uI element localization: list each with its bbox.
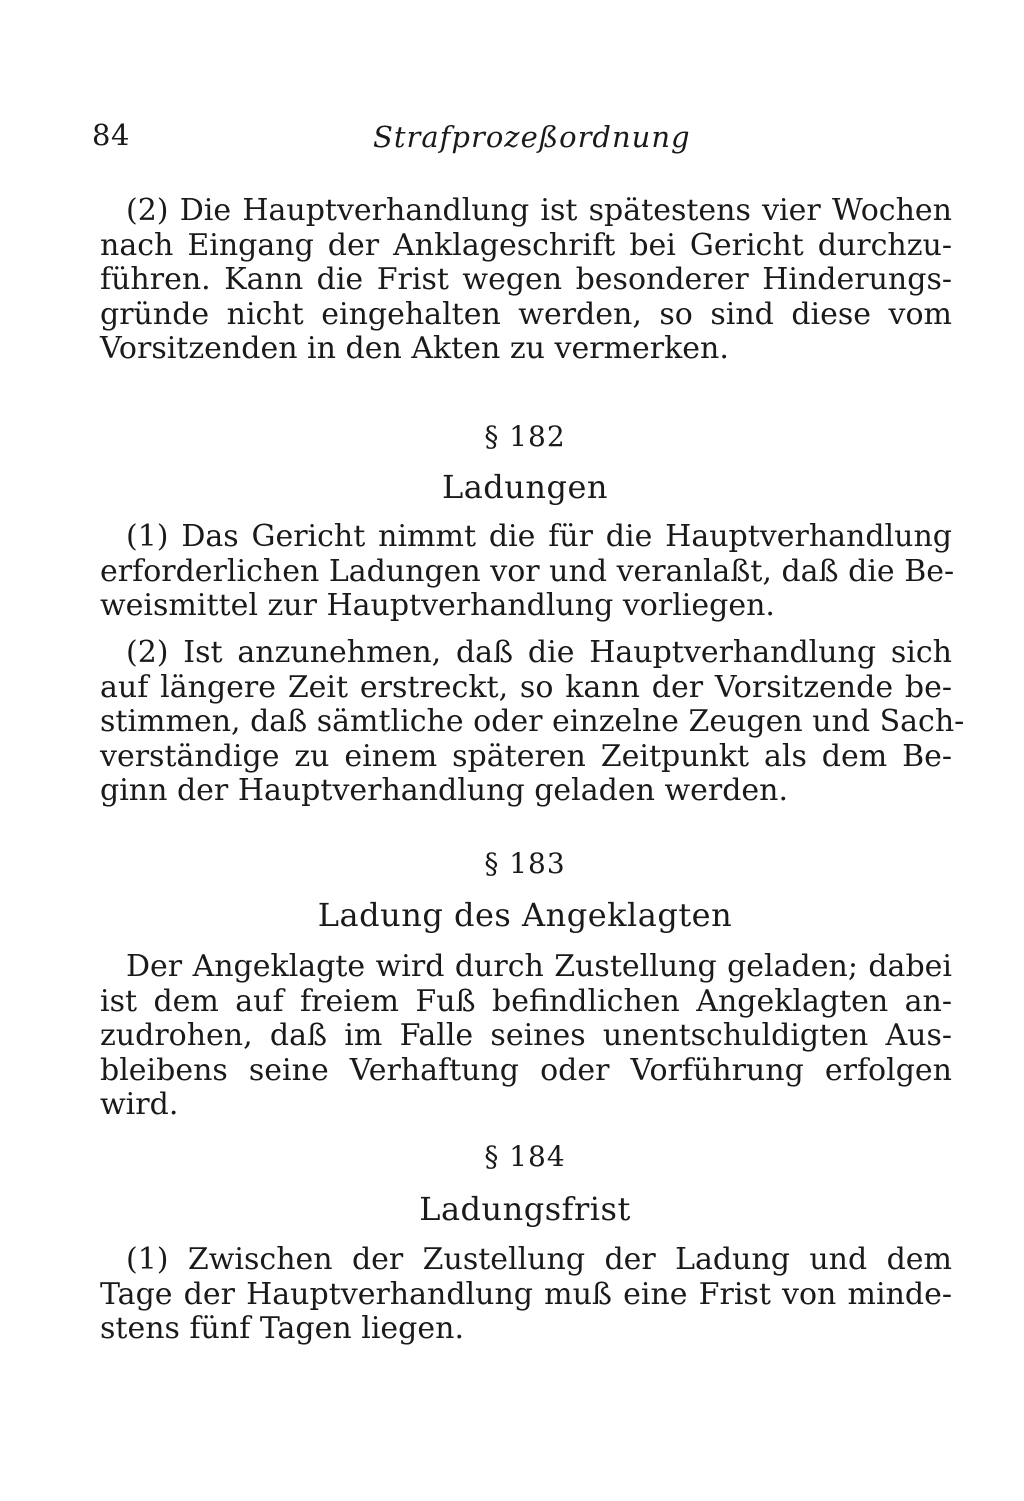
section-title-184: Ladungsfrist (419, 1190, 631, 1228)
paragraph-line: Tage der Hauptverhandlung muß eine Frist von minde- (100, 1276, 952, 1312)
section-title-183: Ladung des Angeklagten (317, 896, 733, 934)
section-number-183: § 183 (484, 847, 566, 880)
paragraph-line: nach Eingang der Anklageschrift bei Gericht durchzu- (100, 227, 952, 263)
paragraph-line: (1) Das Gericht nimmt die für die Hauptverhandlung (126, 519, 952, 554)
running-title: Strafprozeßordnung (373, 120, 691, 154)
paragraph-line: Vorsitzenden in den Akten zu vermerken. (100, 331, 729, 367)
page-number: 84 (92, 118, 130, 152)
paragraph-line: bleibens seine Verhaftung oder Vorführung erfolgen (100, 1052, 952, 1088)
paragraph-line: wird. (100, 1087, 179, 1123)
paragraph-line: (1) Zwischen der Zustellung der Ladung und dem (126, 1242, 952, 1277)
section-number-182: § 182 (484, 420, 566, 453)
paragraph-line: auf längere Zeit erstreckt, so kann der Vorsitzende be- (100, 669, 952, 705)
section-184-paragraph-1 (100, 1243, 952, 1347)
paragraph-line: weismittel zur Hauptverhandlung vorliegen. (100, 588, 775, 624)
paragraph-line: (2) Die Hauptverhandlung ist spätestens vier Wochen (126, 193, 952, 228)
paragraph-intro (100, 194, 952, 367)
section-title-182: Ladungen (441, 468, 609, 506)
paragraph-line: stimmen, daß sämtliche oder einzelne Zeugen und Sach- (100, 704, 965, 740)
section-183-paragraph-1 (100, 950, 952, 1123)
paragraph-line: führen. Kann die Frist wegen besonderer Hinderungs- (100, 262, 952, 298)
paragraph-line: (2) Ist anzunehmen, daß die Hauptverhandlung sich (126, 635, 952, 670)
paragraph-line: Der Angeklagte wird durch Zustellung geladen; dabei (126, 949, 952, 984)
section-number-184: § 184 (484, 1140, 566, 1173)
paragraph-line: erforderlichen Ladungen vor und veranlaßt, daß die Be- (100, 553, 955, 589)
paragraph-line: ginn der Hauptverhandlung geladen werden. (100, 773, 789, 809)
section-182-paragraph-1 (100, 519, 955, 624)
paragraph-line: ist dem auf freiem Fuß befindlichen Angeklagten an- (100, 983, 952, 1019)
paragraph-line: gründe nicht eingehalten werden, so sind diese vom (100, 296, 952, 332)
paragraph-line: verständige zu einem späteren Zeitpunkt als dem Be- (100, 738, 952, 774)
paragraph-line: stens fünf Tagen liegen. (100, 1311, 464, 1347)
section-182-paragraph-2 (100, 635, 965, 809)
paragraph-line: zudrohen, daß im Falle seines unentschuldigten Aus- (100, 1018, 952, 1054)
